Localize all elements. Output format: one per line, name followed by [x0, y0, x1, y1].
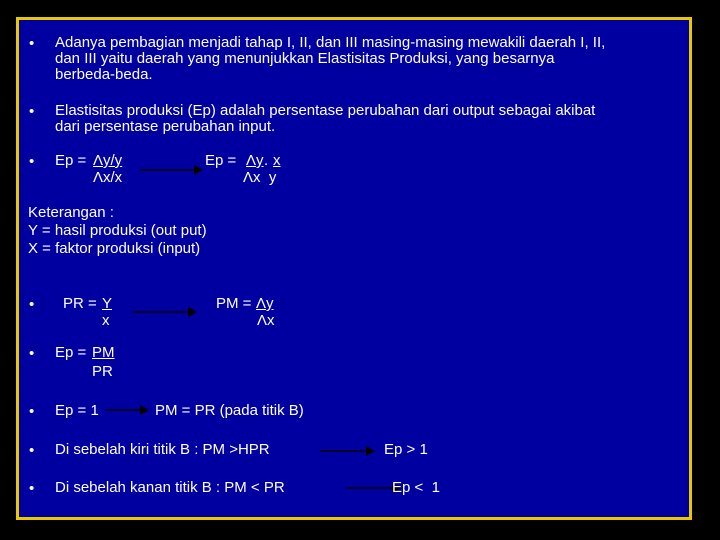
- ep-formula-left-numerator: Λy/y: [93, 152, 123, 169]
- ep-formula-right-numerator-2: x: [273, 152, 281, 169]
- bullet-2-line-1: Elastisitas produksi (Ep) adalah persentase perubahan dari output sebagai akibat: [55, 102, 596, 119]
- bullet-marker: •: [29, 480, 35, 497]
- arrow-right-icon: [140, 163, 204, 177]
- keterangan-y-definition: Y = hasil produksi (out put): [28, 222, 207, 239]
- keterangan-x-definition: X = faktor produksi (input): [28, 240, 201, 257]
- ep-formula-left-prefix: Ep =: [55, 152, 87, 169]
- bullet-2-line-2: dari persentase perubahan input.: [55, 118, 276, 135]
- bullet-marker: •: [29, 345, 35, 362]
- ep-formula-left-denominator: Λx/x: [93, 169, 123, 186]
- left-of-b-condition: Di sebelah kiri titik B : PM >HPR: [55, 441, 270, 458]
- pr-formula-numerator: Y: [102, 295, 113, 312]
- bullet-marker: •: [29, 103, 35, 120]
- ep-formula-right-numerator-1: Λy: [246, 152, 264, 169]
- pr-formula-prefix: PR =: [63, 295, 97, 312]
- ep-pm-pr-prefix: Ep =: [55, 344, 87, 361]
- right-of-b-condition: Di sebelah kanan titik B : PM < PR: [55, 479, 285, 496]
- pm-formula-numerator: Λy: [256, 295, 274, 312]
- bullet-1-line-2: dan III yaitu daerah yang menunjukkan Elastisitas Produksi, yang besarnya: [55, 50, 555, 67]
- arrow-right-icon: [106, 403, 150, 417]
- ep-pm-pr-numerator: PM: [92, 344, 115, 361]
- arrow-right-icon: [132, 305, 198, 319]
- ep-equals-one: Ep = 1: [55, 402, 99, 419]
- bullet-marker: •: [29, 442, 35, 459]
- pm-formula-denominator: Λx: [257, 312, 275, 329]
- right-of-b-result: Ep < 1: [392, 479, 440, 496]
- keterangan-title: Keterangan :: [28, 204, 114, 221]
- arrow-right-icon: [320, 444, 376, 458]
- ep-formula-right-prefix: Ep =: [205, 152, 237, 169]
- bullet-marker: •: [29, 35, 35, 52]
- ep-formula-right-numerator-separator: .: [264, 152, 269, 169]
- ep-pm-pr-denominator: PR: [92, 363, 113, 380]
- bullet-1-line-3: berbeda-beda.: [55, 66, 153, 83]
- pm-equals-pr-note: PM = PR (pada titik B): [155, 402, 304, 419]
- bullet-1-line-1: Adanya pembagian menjadi tahap I, II, dan III masing-masing mewakili daerah I, II,: [55, 34, 606, 51]
- pr-formula-denominator: x: [102, 312, 110, 329]
- pm-formula-prefix: PM =: [216, 295, 252, 312]
- bullet-marker: •: [29, 403, 35, 420]
- bullet-marker: •: [29, 296, 35, 313]
- ep-formula-right-denominator: Λx y: [243, 169, 277, 186]
- left-of-b-result: Ep > 1: [384, 441, 428, 458]
- bullet-marker: •: [29, 153, 35, 170]
